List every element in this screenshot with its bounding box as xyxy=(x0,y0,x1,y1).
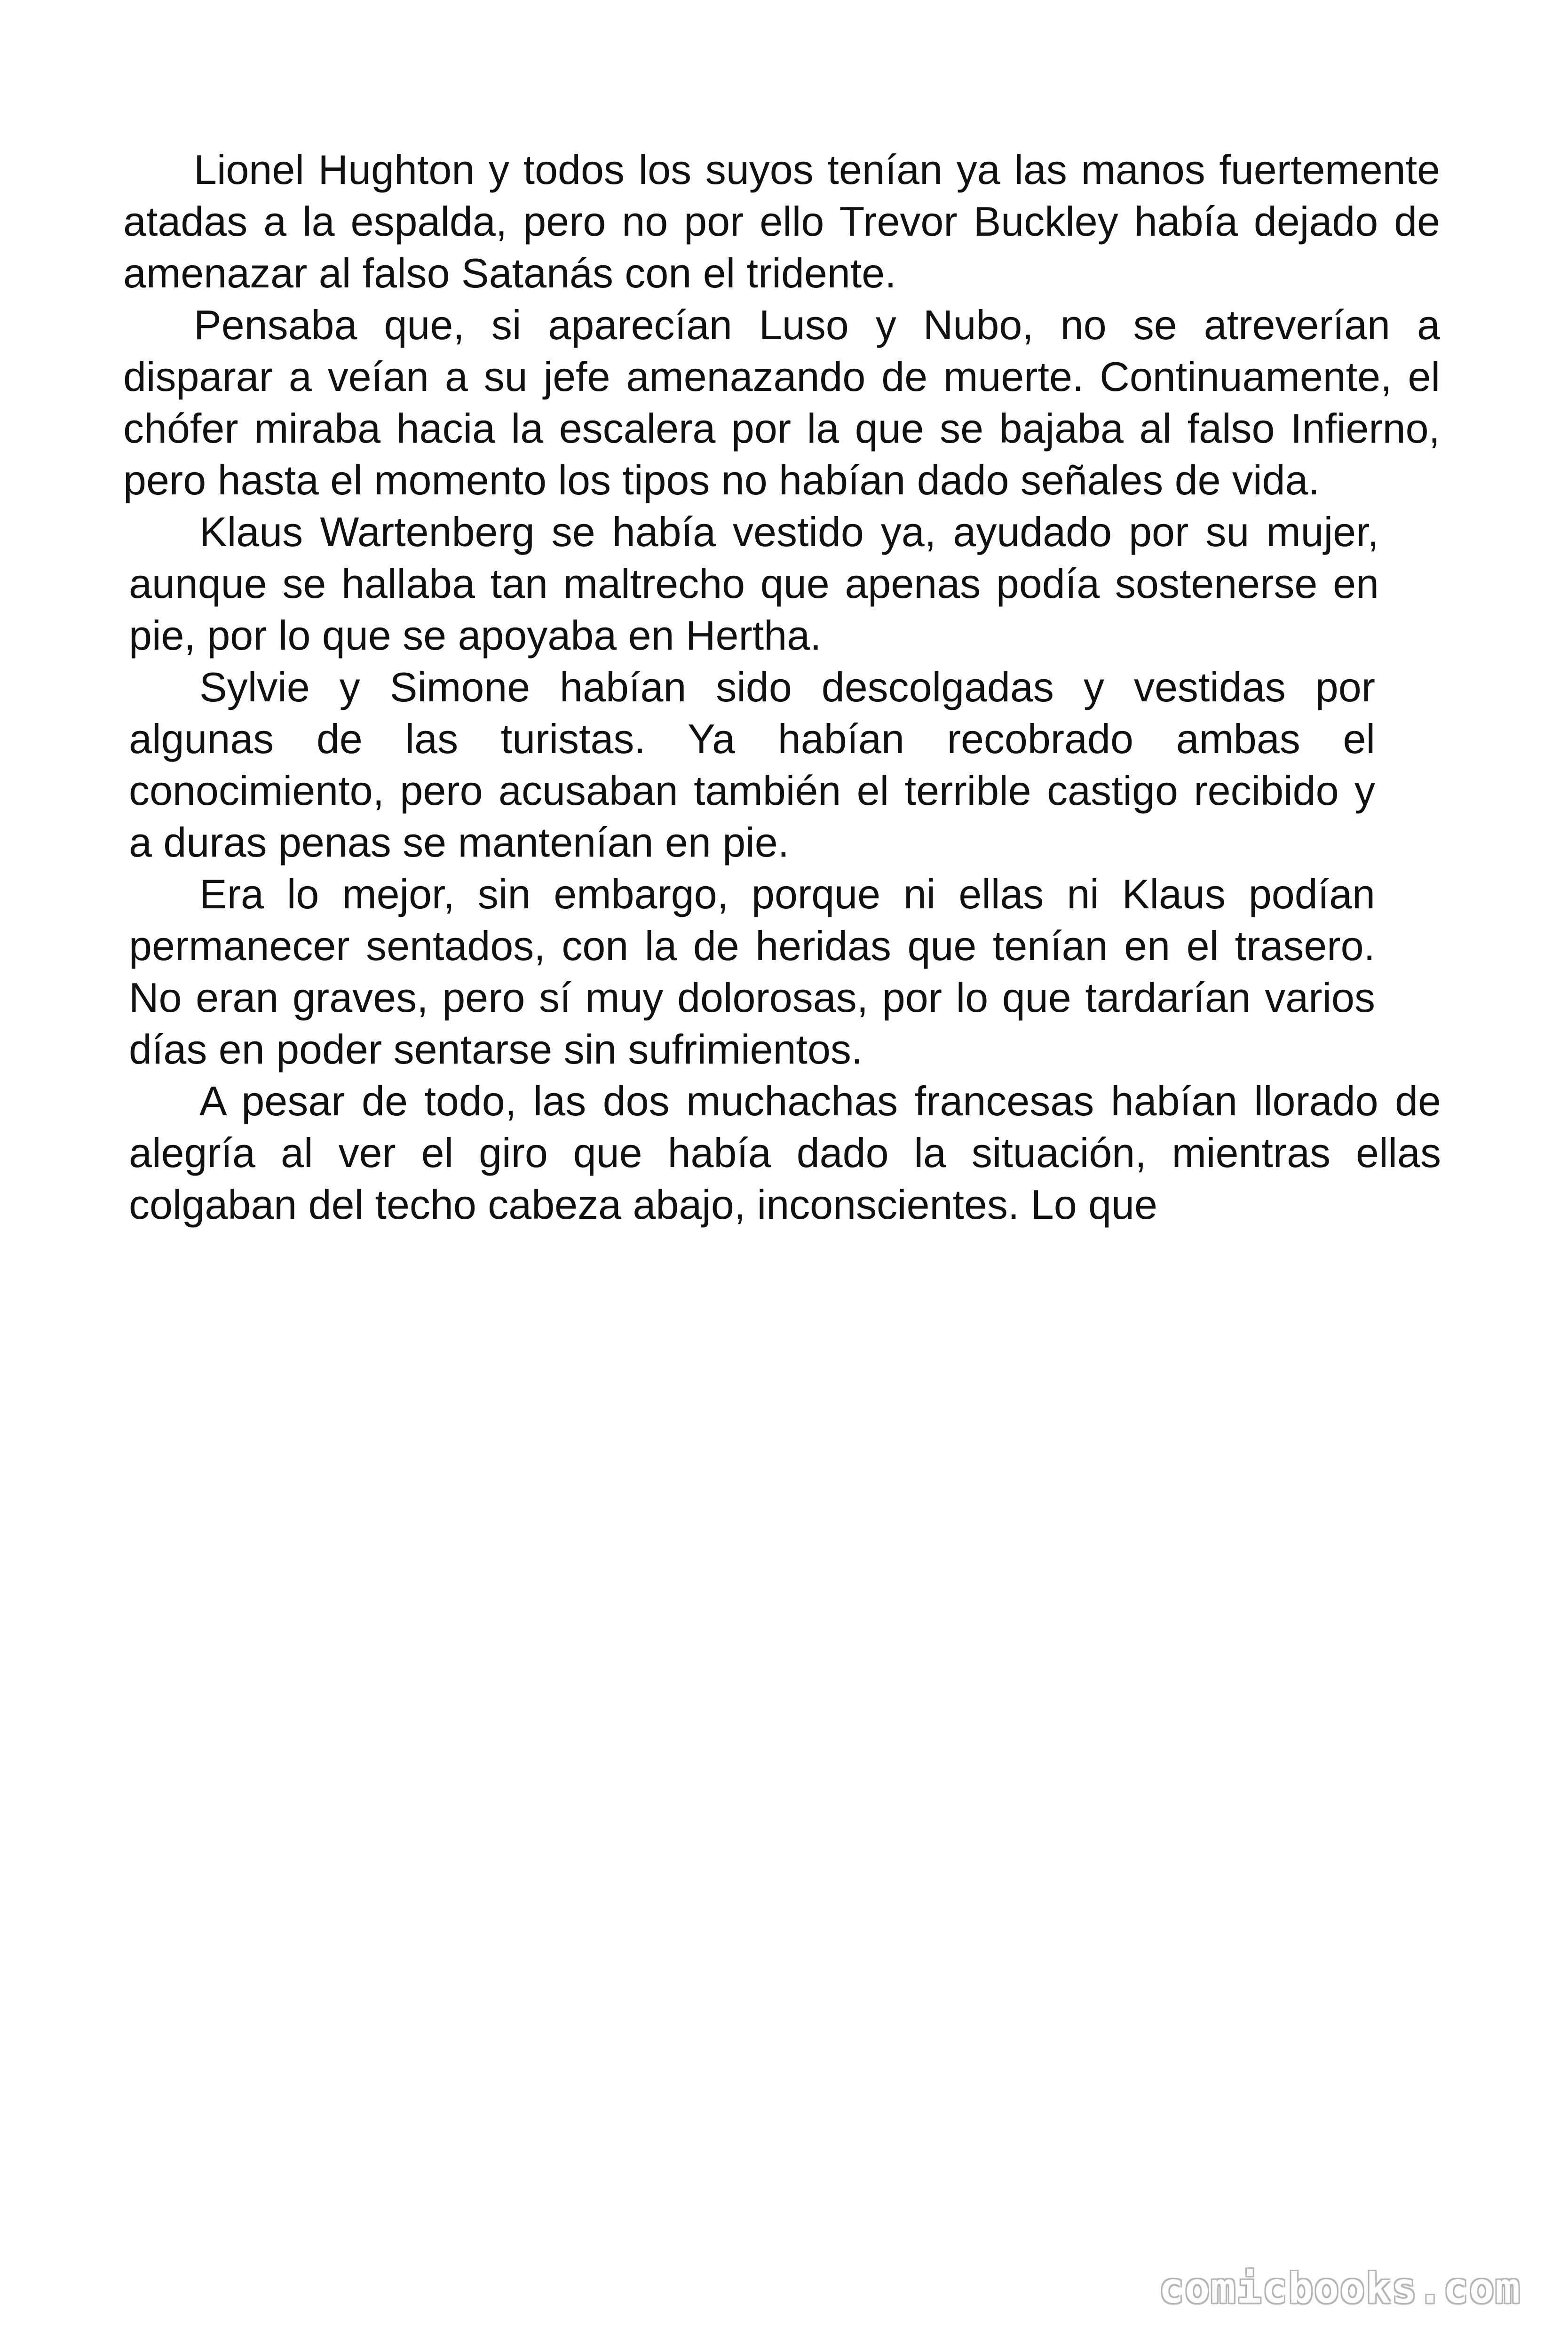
paragraph-6: A pesar de todo, las dos muchachas francesas habían llorado de alegría al ver el giro que había dado la situación, mientras ellas colgaban del techo cabeza abajo, inconscientes. Lo que xyxy=(129,1078,1441,1228)
paragraph-3: Klaus Wartenberg se había vestido ya, ayudado por su mujer, aunque se hallaba tan maltrecho que apenas podía sostenerse en pie, por lo que se apoyaba en Hertha. xyxy=(129,509,1379,659)
body-text xyxy=(123,144,1440,1231)
paragraph-5: Era lo mejor, sin embargo, porque ni ellas ni Klaus podían permanecer sentados, con la de heridas que tenían en el trasero. No eran graves, pero sí muy dolorosas, por lo que tardarían varios días en poder sentarse sin sufrimientos. xyxy=(129,871,1375,1073)
watermark: comicbooks.com xyxy=(1159,2264,1521,2312)
paragraph-2: Pensaba que, si aparecían Luso y Nubo, no se atreverían a disparar a veían a su jefe amenazando de muerte. Continuamente, el chófer miraba hacia la escalera por la que se bajaba al falso Infierno, pero hasta el momento los tipos no habían dado señales de vida. xyxy=(123,302,1440,503)
paragraph-1: Lionel Hughton y todos los suyos tenían ya las manos fuertemente atadas a la espalda, pero no por ello Trevor Buckley había dejado de amenazar al falso Satanás con el tridente. xyxy=(123,146,1440,296)
paragraph-4: Sylvie y Simone habían sido descolgadas y vestidas por algunas de las turistas. Ya habían recobrado ambas el conocimiento, pero acusaban también el terrible castigo recibido y a duras penas se mantenían en pie. xyxy=(129,664,1375,866)
